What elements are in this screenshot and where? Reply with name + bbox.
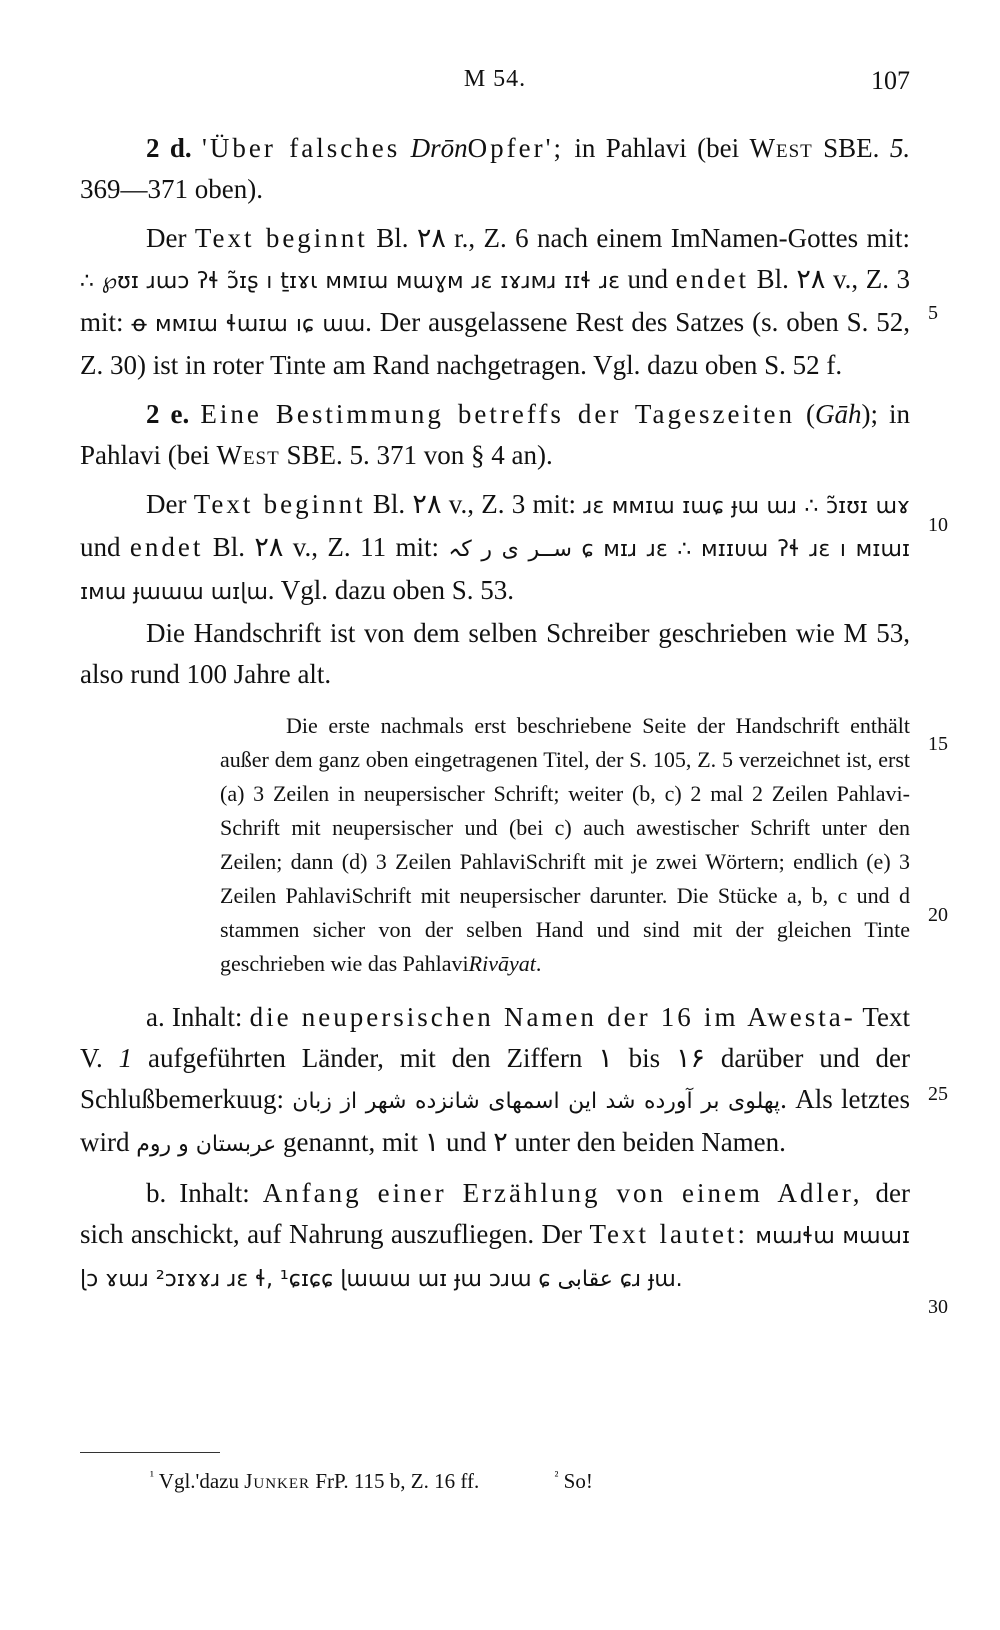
author-west: West [749,133,813,163]
line-number-10: 10 [928,514,948,536]
line-number-5: 5 [928,302,938,324]
paragraph-2e-text [80,484,910,695]
text-endet-2: endet [129,532,204,562]
item-a-verse: 1 [118,1043,133,1073]
title-italic-dron: Drōn [410,133,468,163]
footnote-2-text: So! [563,1469,593,1493]
title-end: Opfer'; [467,133,564,163]
item-a-als: . Als letztes wird [80,1084,910,1157]
section-title-2e: Eine Bestimmung betreffs der Tageszeiten [200,399,795,429]
paragraph-2e [80,394,910,476]
folio-ref-2: Bl. ۲۸ v., Z. 3 mit: [372,489,577,519]
item-b-spaced: Anfang einer Erzählung von einem Adler, [262,1178,863,1208]
paragraph-a [80,997,910,1165]
folio-ref-end-2: Bl. ۲۸ v., Z. 11 mit: [212,532,439,562]
item-a-text1: Text V. [80,1002,911,1073]
item-a-text5: unter den beiden Namen. [514,1127,786,1157]
numeral-16: ۱۶ [676,1043,706,1073]
page-number: 107 [871,66,910,95]
text-begin-spaced-2: Text beginnt [193,489,366,519]
persian-phrase-1: این اسمهای شانزده شهر از زبان [292,1089,598,1114]
numeral-1: ۱ [598,1043,613,1073]
text-begin-spaced: Text beginnt [194,223,368,253]
footnote-1-junker: Junker [244,1469,311,1493]
persian-phrase-2: پهلوی بر آورده شد [605,1089,781,1114]
section-label-2d: 2 d. [146,133,192,163]
line-number-20: 20 [928,904,948,926]
line-number-25: 25 [928,1083,948,1105]
running-head: M 54. [463,66,527,92]
author-west-2: West [216,440,280,470]
note-end: . [535,951,542,976]
paragraph-2d [80,128,910,210]
item-b-text1: der sich anschickt, auf Nahrung auszufliegen. Der [80,1178,911,1249]
sbe-pages: 369—371 oben). [80,174,263,204]
text-und-a: und [446,1127,487,1157]
footnote-1-mark: ¹ [150,1468,154,1483]
item-b-text-sp: Text lautet: [589,1219,748,1249]
small-print-note [220,709,910,981]
footnote-rule [80,1452,220,1453]
footnote-2-mark: ² [554,1468,559,1483]
sbe-ref: SBE. [823,133,880,163]
numeral-a1: ۱ [424,1127,440,1157]
folio-ref: Bl. ۲۸ r., Z. 6 nach einem ImNamen-Gottes mit: [376,223,911,253]
item-a-text3: darüber und der Schlußbemerkuug: [80,1043,911,1114]
text-und-2: und [80,532,121,562]
text-begin: Der [146,223,187,253]
note-text: Die erste nachmals erst beschriebene Seite der Handschrift enthält außer dem ganz oben eingetragenen Titel, der S. 105, Z. 5 verzeichnet ist, erst (a) 3 Zeilen in neupersischer Schrift; weiter (b, c) 2 mal 2 Zeilen Pahlavi-Schrift mit neupersischer und (bei c) auch awestischer Schrift unter den Zeilen; dann (d) 3 Zeilen PahlaviSchrift mit je zwei Wörtern; endlich (e) 3 Zeilen PahlaviSchrift mit neupersischer darunter. Die Stücke a, b, c und d stammen sicher von der selben Hand und sind mit der gleichen Tinte geschrieben wie das Pahlavi [220,713,910,976]
pahlavi-text-b: ᴍɯɹɬɯ ᴍɯɯɪ ɭɔ ɤɯɹ ²ɔɪɤɤɹ ɹɛ ɬ, ¹ɕɪɕɕ ɭɯɯɯ ɯɪ ɟɯ ɔɹɯ ɕ عقابی ɕɹ ɟɯ. [80,1224,910,1292]
scribe-sentence: Die Handschrift ist von dem selben Schreiber geschrieben wie M 53, also rund 100 Jahre alt. [80,618,910,689]
gah-term: Gāh [815,399,862,429]
footnotes [150,1468,910,1494]
paren-open: ( [806,399,815,429]
section-title: 'Über falsches [202,133,401,163]
numeral-a2: ۲ [493,1127,508,1157]
item-b-lead: b. Inhalt: [146,1178,250,1208]
text-und: und [627,264,669,294]
main-text [80,128,910,1308]
sbe-volume: 5. [889,133,911,163]
line-number-15: 15 [928,733,948,755]
sbe-ref-2: SBE. 5. 371 von § 4 an). [286,440,553,470]
paragraph-b [80,1173,910,1300]
footnote-1-text: Vgl.'dazu [158,1469,239,1493]
text-endet: endet [675,264,750,294]
footnote-2 [555,1468,593,1494]
section-label-2e: 2 e. [146,399,190,429]
paragraph-end: . Der ausgelassene Rest des Satzes (s. oben S. 52, Z. 30) ist in roter Tinte am Rand nachgetragen. Vgl. dazu oben S. 52 f. [80,307,911,380]
pahlavi-incipit-2: ɹɛ ᴍᴍɪɯ ɪɯɕ ɟɯ ɯɹ ∴ ɔ̃ɪʊɪ ɯɤ [583,494,911,519]
paragraph-2d-text [80,218,910,386]
item-a-spaced: die neupersischen Namen der 16 im Awesta- [249,1002,856,1032]
item-a-text4: genannt, mit [283,1127,418,1157]
item-a-text2: aufgeführten Länder, mit den Ziffern [148,1043,583,1073]
note-rivayat: Rivāyat [468,951,536,976]
text-bis: bis [628,1043,661,1073]
pahlavi-explicit: ꝋ ᴍᴍɪɯ ɬɯɪɯ ıɕ ɯɯ [131,312,366,337]
page-header [80,66,910,106]
text-begin-2: Der [146,489,187,519]
paragraph-end-2: . Vgl. dazu oben S. 53. [267,575,514,605]
section-desc: in Pahlavi (bei [574,133,740,163]
item-a-lead: a. Inhalt: [146,1002,243,1032]
line-number-30: 30 [928,1296,948,1318]
persian-phrase-3: عربستان و روم [136,1132,277,1157]
footnote-1-ref: FrP. 115 b, Z. 16 ff. [315,1469,480,1493]
folio-ref-end: Bl. ۲۸ v., Z. 3 mit: [80,264,911,337]
section-desc-2e: ); in Pahlavi (bei [80,399,911,470]
pahlavi-incipit: ∴ ℘ʊɪ ɹɯɔ ʔɬ ɔ̃ɪʂ ı ṯɪɤɩ ᴍᴍɪɯ ᴍɯɣᴍ ɹɛ ɪɤɹᴍɹ ɪɪɬ ɹɛ [80,269,620,294]
footnote-1 [150,1468,479,1494]
pahlavi-explicit-2: ســر ی ر کہ ɕ ᴍɪɹ ɹɛ ∴ ᴍɪɪᴜɯ ʔɬ ɹɛ ı ᴍɪɯɪ ɪᴍɯ ɟɯɯɯ ɯɪɭɯ [80,537,911,605]
